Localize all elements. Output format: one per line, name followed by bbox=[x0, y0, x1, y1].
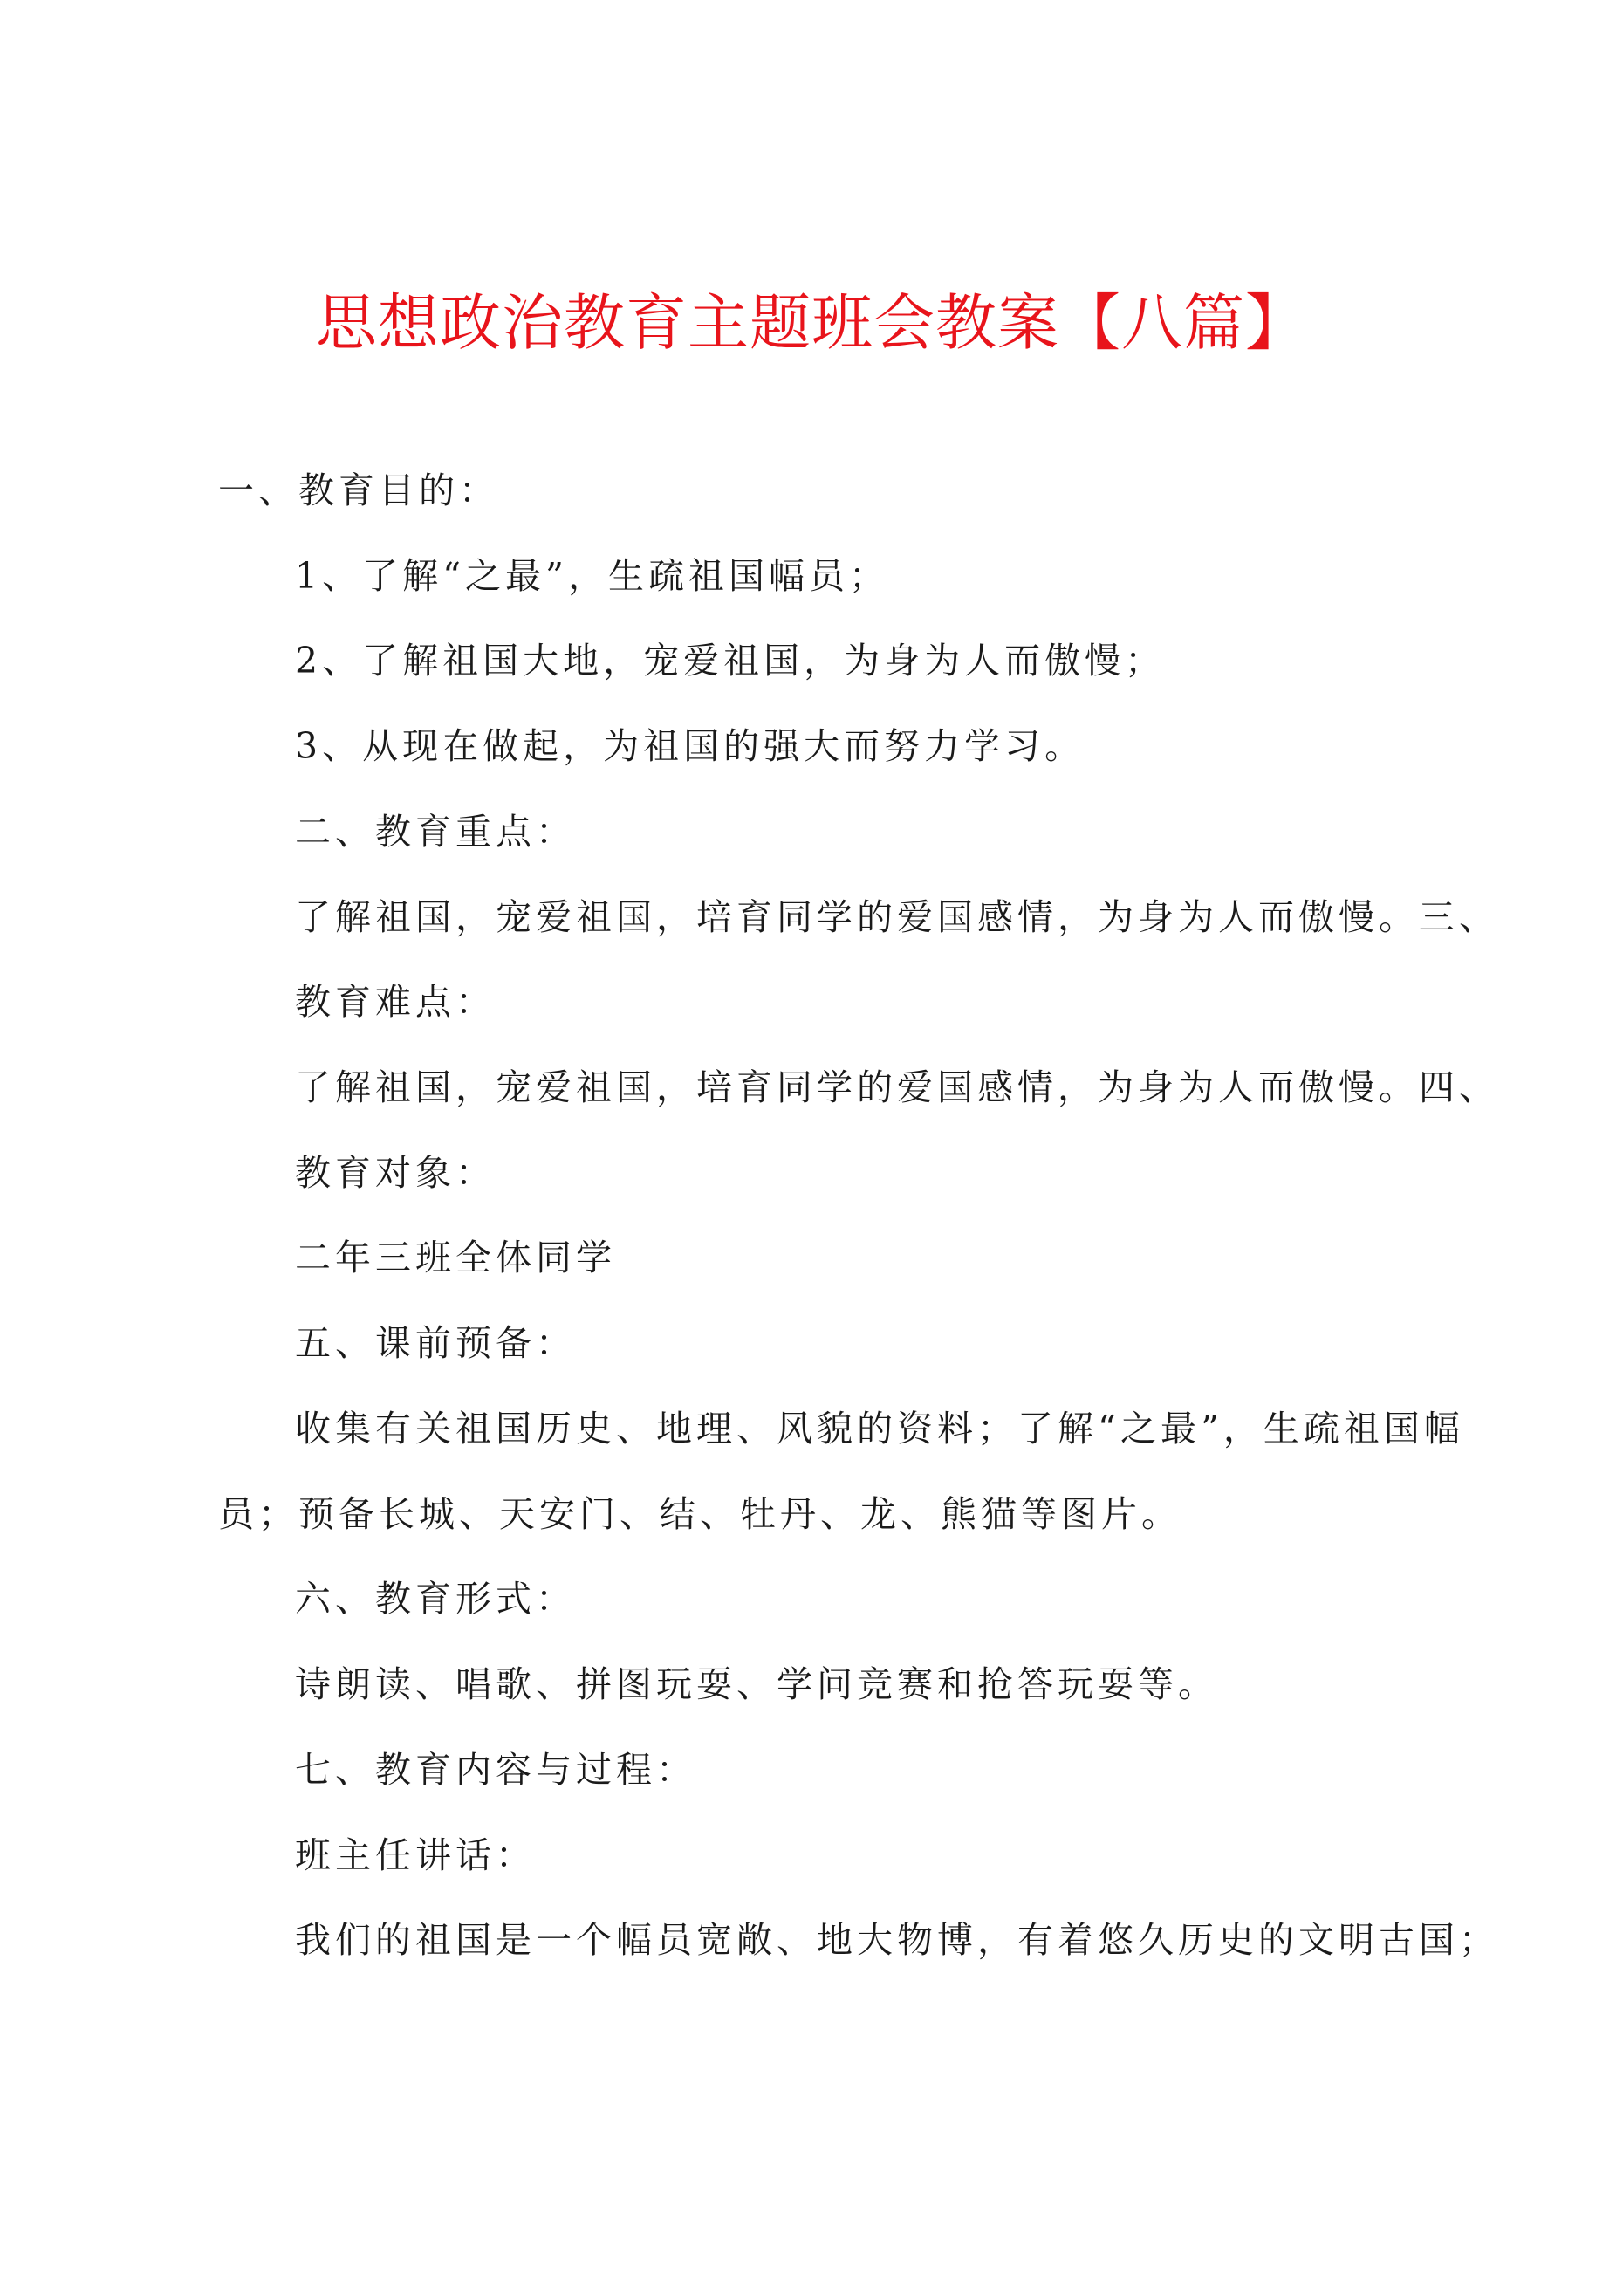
paragraph-line: 1、了解“之最”，生疏祖国幅员； bbox=[295, 555, 890, 597]
paragraph-line: 收集有关祖国历史、地理、风貌的资料；了解“之最”，生疏祖国幅 bbox=[295, 1408, 1464, 1450]
paragraph-line: 诗朗读、唱歌、拼图玩耍、学问竞赛和抢答玩耍等。 bbox=[295, 1663, 1218, 1705]
paragraph-line: 2、了解祖国大地，宠爱祖国，为身为人而傲慢； bbox=[295, 640, 1166, 682]
paragraph-line: 了解祖国，宠爱祖国，培育同学的爱国感情，为身为人而傲慢。三、 bbox=[295, 896, 1499, 938]
paragraph-line: 班主任讲话： bbox=[295, 1834, 536, 1876]
paragraph-line: 我们的祖国是一个幅员宽敞、地大物博，有着悠久历史的文明古国； bbox=[295, 1919, 1499, 1961]
section-heading-preparation: 五、课前预备： bbox=[295, 1322, 576, 1364]
paragraph-line: 3、从现在做起，为祖国的强大而努力学习。 bbox=[295, 725, 1085, 767]
section-heading-focus: 二、教育重点： bbox=[295, 811, 576, 853]
paragraph-line: 二年三班全体同学 bbox=[295, 1237, 616, 1278]
section-heading-form: 六、教育形式： bbox=[295, 1578, 576, 1620]
paragraph-line: 员；预备长城、天安门、结、牡丹、龙、熊猫等图片。 bbox=[218, 1493, 1181, 1535]
paragraph-line: 教育难点： bbox=[295, 981, 496, 1023]
paragraph-line: 教育对象： bbox=[295, 1152, 496, 1194]
document-title: 思想政治教育主题班会教案【八篇】 bbox=[316, 287, 1307, 359]
section-heading-objectives: 一、教育目的： bbox=[218, 469, 499, 511]
paragraph-line: 了解祖国，宠爱祖国，培育同学的爱国感情，为身为人而傲慢。四、 bbox=[295, 1066, 1499, 1108]
section-heading-content: 七、教育内容与过程： bbox=[295, 1749, 696, 1791]
